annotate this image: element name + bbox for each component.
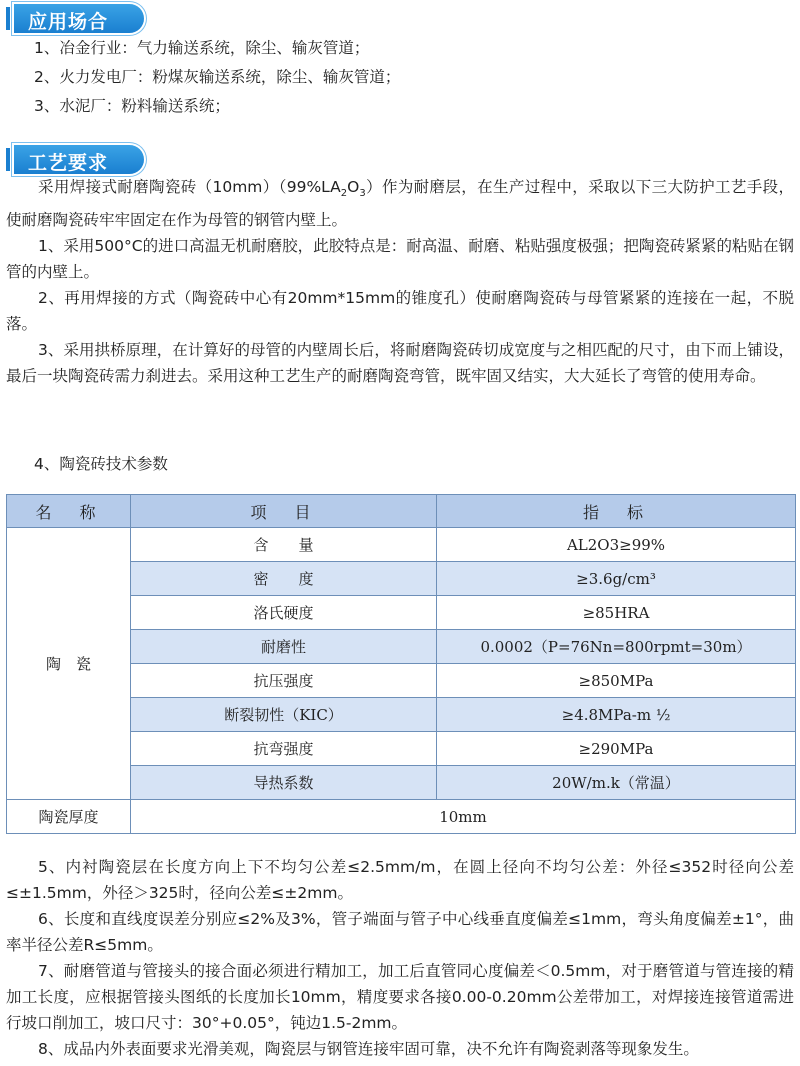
table-header-row <box>7 495 796 528</box>
header-value: 指 标 <box>437 495 796 528</box>
row-item: 抗压强度 <box>131 664 437 698</box>
note-item: 5、内衬陶瓷层在长度方向上下不均匀公差≤2.5mm/m，在圆上径向不均匀公差：外径≤352时径向公差≤±1.5mm，外径＞325时，径向公差≤±2mm。 <box>6 858 794 902</box>
row-item: 断裂韧性（KIC） <box>131 698 437 732</box>
header-name: 名 称 <box>7 495 131 528</box>
table-caption: 4、陶瓷砖技术参数 <box>34 455 168 473</box>
application-item: 3、水泥厂：粉料输送系统； <box>34 97 230 115</box>
application-item: 2、火力发电厂：粉煤灰输送系统，除尘、输灰管道； <box>34 68 401 86</box>
note-item: 7、耐磨管道与管接头的接合面必须进行精加工，加工后直管同心度偏差＜0.5mm，对于磨管道与管连接的精加工长度，应根据管接头图纸的长度加长10mm，精度要求各接0.00-0.20mm公差带加工，对焊接连接管道需进行坡口削加工，坡口尺寸：30°+0.05°，钝边1.5-2mm。 <box>6 962 794 1032</box>
row-value: ≥85HRA <box>437 596 796 630</box>
row-value: 20W/m.k（常温） <box>437 766 796 800</box>
ceramic-spec-table <box>6 494 796 834</box>
subscript: 2 <box>340 188 348 200</box>
row-value: AL2O3≥99% <box>437 528 796 562</box>
thickness-name: 陶瓷厚度 <box>7 800 131 834</box>
section-title: 工艺要求 <box>28 152 109 174</box>
section-title: 应用场合 <box>28 11 109 33</box>
process-step: 1、采用500°C的进口高温无机耐磨胶，此胶特点是：耐高温、耐磨、粘贴强度极强；把陶瓷砖紧紧的粘贴在钢管的内壁上。 <box>6 237 794 282</box>
process-step: 2、再用焊接的方式（陶瓷砖中心有20mm*15mm的锥度孔）使耐磨陶瓷砖与母管紧紧的连接在一起，不脱落。 <box>6 289 794 334</box>
section-badge-application <box>14 4 144 33</box>
subscript: 3 <box>359 188 366 200</box>
process-text <box>6 174 794 389</box>
row-value: ≥3.6g/cm³ <box>437 562 796 596</box>
application-item: 1、冶金行业：气力输送系统，除尘、输灰管道； <box>34 39 370 57</box>
row-item: 导热系数 <box>131 766 437 800</box>
row-value: 0.0002（P=76Nn=800rpmt=30m） <box>437 630 796 664</box>
note-item: 8、成品内外表面要求光滑美观，陶瓷层与钢管连接牢固可靠，决不允许有陶瓷剥落等现象发生。 <box>38 1040 699 1058</box>
section-badge-process <box>14 145 144 174</box>
notes <box>6 854 794 1062</box>
row-item: 含 量 <box>131 528 437 562</box>
process-step: 3、采用拱桥原理，在计算好的母管的内壁周长后，将耐磨陶瓷砖切成宽度与之相匹配的尺寸，由下而上铺设，最后一块陶瓷砖需力刹进去。采用这种工艺生产的耐磨陶瓷弯管，既牢固又结实，大大延长了弯管的使用寿命。 <box>6 341 794 386</box>
table-row <box>7 800 796 834</box>
row-item: 抗弯强度 <box>131 732 437 766</box>
row-item: 洛氏硬度 <box>131 596 437 630</box>
row-item: 密 度 <box>131 562 437 596</box>
row-value: ≥290MPa <box>437 732 796 766</box>
process-intro: 采用焊接式耐磨陶瓷砖$(10mm)(99\%LA_2O_3)$作为耐磨层，在生产过程中，采取以下三大防护工艺手段，使耐磨陶瓷砖牢牢固定在作为母管的钢管内壁上。 <box>6 178 794 230</box>
row-item: 耐磨性 <box>131 630 437 664</box>
note-item: 6、长度和直线度误差分别应≤2%及3%，管子端面与管子中心线垂直度偏差≤1mm，弯头角度偏差±1°，曲率半径公差R≤5mm。 <box>6 910 794 954</box>
row-value: ≥4.8MPa-m ½ <box>437 698 796 732</box>
thickness-value: 10mm <box>131 800 796 834</box>
header-item: 项 目 <box>131 495 437 528</box>
group-name: 陶 瓷 <box>7 528 131 800</box>
row-value: ≥850MPa <box>437 664 796 698</box>
table-row <box>7 528 796 562</box>
